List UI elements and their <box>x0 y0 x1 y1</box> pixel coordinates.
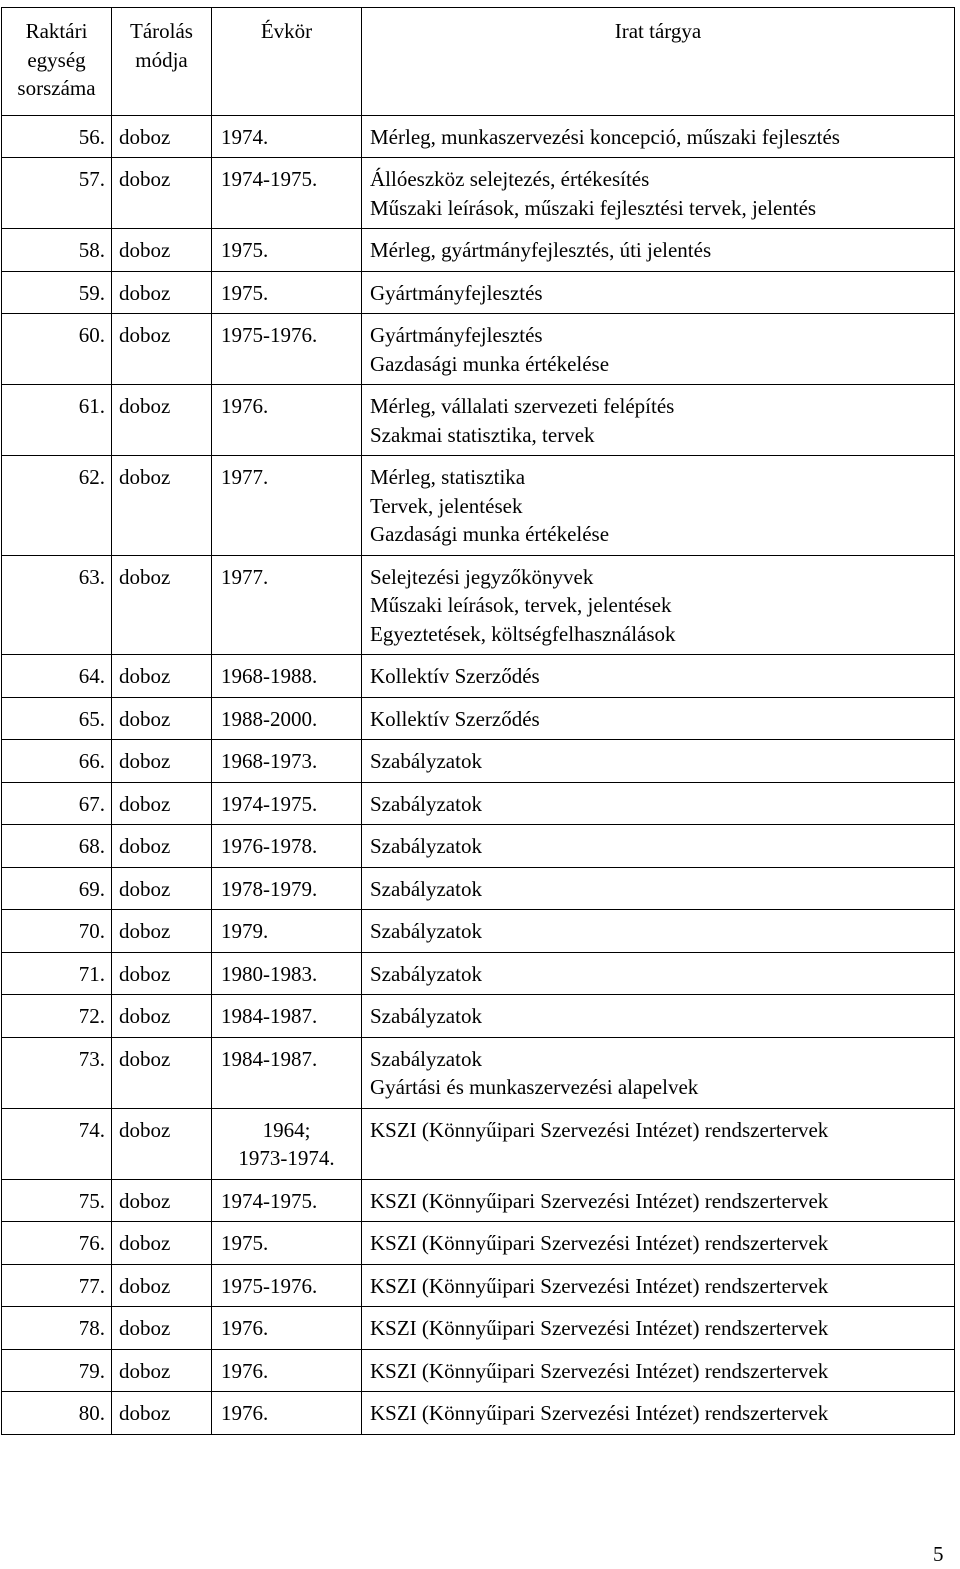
unit-number-cell: 69. <box>2 867 112 910</box>
table-row <box>2 1264 955 1307</box>
header-year-range <box>212 8 362 116</box>
subject-cell <box>362 740 955 783</box>
year-range-cell <box>212 229 362 272</box>
header-unit-number <box>2 8 112 116</box>
subject-line: Szabályzatok <box>370 1004 482 1028</box>
storage-mode-cell: doboz <box>112 456 212 556</box>
subject-line: Szabályzatok <box>370 961 482 986</box>
subject-line: KSZI (Könnyűipari Szervezési Intézet) rendszertervek <box>370 1117 829 1142</box>
table-row <box>2 271 955 314</box>
year-range-cell <box>212 158 362 229</box>
year-range-cell <box>212 1179 362 1222</box>
table-row <box>2 655 955 698</box>
unit-number-cell: 73. <box>2 1037 112 1108</box>
subject-line: Szakmai statisztika, tervek <box>370 422 595 447</box>
storage-mode-cell: doboz <box>112 1179 212 1222</box>
subject-line: Szabályzatok <box>370 834 482 858</box>
storage-mode-cell: doboz <box>112 555 212 655</box>
storage-mode-cell: doboz <box>112 1307 212 1350</box>
year-range-cell <box>212 555 362 655</box>
subject-line: Egyeztetések, költségfelhasználások <box>370 621 676 646</box>
table-row <box>2 740 955 783</box>
subject-cell <box>362 1108 955 1179</box>
archive-inventory-table <box>1 7 955 1435</box>
table-row <box>2 867 955 910</box>
storage-mode-cell: doboz <box>112 115 212 158</box>
subject-cell <box>362 655 955 698</box>
storage-mode-cell: doboz <box>112 825 212 868</box>
year-range-cell <box>212 314 362 385</box>
subject-line: Gyártási és munkaszervezési alapelvek <box>370 1075 699 1099</box>
unit-number-cell: 62. <box>2 456 112 556</box>
header-row <box>2 8 955 116</box>
subject-line: Szabályzatok <box>370 919 482 943</box>
subject-line: KSZI (Könnyűipari Szervezési Intézet) rendszertervek <box>370 1401 829 1425</box>
unit-number-cell: 77. <box>2 1264 112 1307</box>
unit-number-cell: 76. <box>2 1222 112 1265</box>
table-row <box>2 1349 955 1392</box>
table-row <box>2 952 955 995</box>
year-line: 1984-1987. <box>221 1004 318 1028</box>
header-subject <box>362 8 955 116</box>
header-line: módja <box>135 47 188 72</box>
storage-mode-cell: doboz <box>112 1264 212 1307</box>
unit-number-cell: 75. <box>2 1179 112 1222</box>
unit-number-cell: 68. <box>2 825 112 868</box>
subject-line: Műszaki leírások, műszaki fejlesztési tervek, jelentés <box>370 195 817 220</box>
subject-line: Gyártmányfejlesztés <box>370 280 543 305</box>
subject-cell <box>362 385 955 456</box>
header-line: egység <box>27 47 86 72</box>
year-line: 1976-1978. <box>221 834 318 858</box>
unit-number-cell: 79. <box>2 1349 112 1392</box>
subject-line: Állóeszköz selejtezés, értékesítés <box>370 167 650 191</box>
year-range-cell <box>212 910 362 953</box>
storage-mode-cell: doboz <box>112 1392 212 1435</box>
storage-mode-cell: doboz <box>112 740 212 783</box>
subject-cell <box>362 314 955 385</box>
storage-mode-cell: doboz <box>112 314 212 385</box>
year-line: 1974-1975. <box>221 167 318 191</box>
year-range-cell <box>212 952 362 995</box>
year-range-cell <box>212 782 362 825</box>
subject-cell <box>362 158 955 229</box>
subject-cell <box>362 555 955 655</box>
subject-cell <box>362 867 955 910</box>
unit-number-cell: 59. <box>2 271 112 314</box>
subject-line: Szabályzatok <box>370 1046 482 1071</box>
unit-number-cell: 65. <box>2 697 112 740</box>
subject-cell <box>362 825 955 868</box>
subject-line: Mérleg, gyártmányfejlesztés, úti jelentés <box>370 238 712 262</box>
storage-mode-cell: doboz <box>112 1108 212 1179</box>
storage-mode-cell: doboz <box>112 995 212 1038</box>
subject-cell <box>362 115 955 158</box>
unit-number-cell: 74. <box>2 1108 112 1179</box>
subject-cell <box>362 910 955 953</box>
header-line: Évkör <box>260 19 313 43</box>
storage-mode-cell: doboz <box>112 158 212 229</box>
year-line: 1977. <box>221 465 269 489</box>
table-row <box>2 385 955 456</box>
year-line: 1968-1988. <box>221 664 318 688</box>
subject-line: Kollektív Szerződés <box>370 706 540 731</box>
subject-cell <box>362 1264 955 1307</box>
unit-number-cell: 64. <box>2 655 112 698</box>
year-range-cell <box>212 655 362 698</box>
table-row <box>2 910 955 953</box>
table-row <box>2 555 955 655</box>
subject-line: Szabályzatok <box>370 791 482 816</box>
header-line: sorszáma <box>17 76 96 100</box>
year-line: 1974. <box>221 124 269 149</box>
subject-line: Mérleg, munkaszervezési koncepció, műszaki fejlesztés <box>370 124 840 149</box>
table-row <box>2 1307 955 1350</box>
year-range-cell <box>212 271 362 314</box>
year-range-cell <box>212 456 362 556</box>
year-line: 1975. <box>221 1231 269 1255</box>
subject-line: KSZI (Könnyűipari Szervezési Intézet) rendszertervek <box>370 1273 829 1298</box>
subject-cell <box>362 1179 955 1222</box>
year-range-cell <box>212 115 362 158</box>
storage-mode-cell: doboz <box>112 1037 212 1108</box>
year-range-cell <box>212 1222 362 1265</box>
year-range-cell <box>212 740 362 783</box>
unit-number-cell: 78. <box>2 1307 112 1350</box>
header-line: Raktári <box>25 19 88 43</box>
page-number: 5 <box>933 1542 944 1566</box>
unit-number-cell: 67. <box>2 782 112 825</box>
storage-mode-cell: doboz <box>112 952 212 995</box>
subject-line: KSZI (Könnyűipari Szervezési Intézet) rendszertervek <box>370 1358 829 1383</box>
year-range-cell <box>212 1307 362 1350</box>
storage-mode-cell: doboz <box>112 782 212 825</box>
table-row <box>2 1222 955 1265</box>
subject-cell <box>362 271 955 314</box>
table-body <box>2 115 955 1434</box>
year-line: 1968-1973. <box>221 749 318 773</box>
subject-line: Mérleg, statisztika <box>370 465 526 489</box>
table-row <box>2 1037 955 1108</box>
year-line: 1976. <box>221 1401 269 1425</box>
subject-cell <box>362 697 955 740</box>
subject-cell <box>362 995 955 1038</box>
year-line: 1979. <box>221 919 269 943</box>
subject-line: Gazdasági munka értékelése <box>370 351 610 376</box>
table-row <box>2 229 955 272</box>
year-range-cell <box>212 995 362 1038</box>
unit-number-cell: 72. <box>2 995 112 1038</box>
year-line: 1976. <box>221 1316 269 1340</box>
subject-cell <box>362 1037 955 1108</box>
unit-number-cell: 70. <box>2 910 112 953</box>
year-line: 1978-1979. <box>221 876 318 901</box>
storage-mode-cell: doboz <box>112 867 212 910</box>
table-row <box>2 456 955 556</box>
subject-line: Műszaki leírások, tervek, jelentések <box>370 593 672 617</box>
year-line: 1973-1974. <box>238 1146 335 1170</box>
year-line: 1964; <box>262 1117 311 1142</box>
subject-line: Kollektív Szerződés <box>370 664 540 688</box>
year-line: 1976. <box>221 1358 269 1383</box>
year-range-cell <box>212 1392 362 1435</box>
subject-line: Gazdasági munka értékelése <box>370 522 610 546</box>
subject-line: KSZI (Könnyűipari Szervezési Intézet) rendszertervek <box>370 1188 829 1213</box>
subject-line: Tervek, jelentések <box>370 493 523 518</box>
header-line: Tárolás <box>130 19 193 43</box>
header-storage-mode <box>112 8 212 116</box>
subject-line: Mérleg, vállalati szervezeti felépítés <box>370 394 675 418</box>
subject-cell <box>362 1222 955 1265</box>
subject-cell <box>362 1307 955 1350</box>
storage-mode-cell: doboz <box>112 910 212 953</box>
table-row <box>2 115 955 158</box>
storage-mode-cell: doboz <box>112 1349 212 1392</box>
storage-mode-cell: doboz <box>112 697 212 740</box>
table-header <box>2 8 955 116</box>
year-line: 1977. <box>221 564 269 589</box>
year-line: 1975-1976. <box>221 323 318 347</box>
year-line: 1975. <box>221 238 269 262</box>
subject-line: KSZI (Könnyűipari Szervezési Intézet) rendszertervek <box>370 1231 829 1255</box>
unit-number-cell: 80. <box>2 1392 112 1435</box>
unit-number-cell: 57. <box>2 158 112 229</box>
storage-mode-cell: doboz <box>112 655 212 698</box>
table-row <box>2 697 955 740</box>
subject-cell <box>362 229 955 272</box>
year-range-cell <box>212 1037 362 1108</box>
year-range-cell <box>212 385 362 456</box>
subject-cell <box>362 952 955 995</box>
year-range-cell <box>212 1264 362 1307</box>
year-line: 1976. <box>221 394 269 418</box>
subject-line: KSZI (Könnyűipari Szervezési Intézet) rendszertervek <box>370 1316 829 1340</box>
year-range-cell <box>212 697 362 740</box>
subject-line: Szabályzatok <box>370 749 482 773</box>
subject-cell <box>362 1349 955 1392</box>
storage-mode-cell: doboz <box>112 271 212 314</box>
year-line: 1974-1975. <box>221 791 318 816</box>
year-line: 1975. <box>221 280 269 305</box>
subject-line: Gyártmányfejlesztés <box>370 323 543 347</box>
table-row <box>2 314 955 385</box>
header-line: Irat tárgya <box>614 19 702 43</box>
unit-number-cell: 58. <box>2 229 112 272</box>
subject-cell <box>362 456 955 556</box>
storage-mode-cell: doboz <box>112 1222 212 1265</box>
unit-number-cell: 60. <box>2 314 112 385</box>
table-row <box>2 1108 955 1179</box>
table-row <box>2 158 955 229</box>
year-range-cell <box>212 867 362 910</box>
table-row <box>2 825 955 868</box>
unit-number-cell: 71. <box>2 952 112 995</box>
storage-mode-cell: doboz <box>112 385 212 456</box>
table-row <box>2 995 955 1038</box>
year-range-cell <box>212 825 362 868</box>
year-line: 1980-1983. <box>221 961 318 986</box>
unit-number-cell: 56. <box>2 115 112 158</box>
storage-mode-cell: doboz <box>112 229 212 272</box>
year-line: 1984-1987. <box>221 1046 318 1071</box>
table-row <box>2 782 955 825</box>
subject-line: Selejtezési jegyzőkönyvek <box>370 564 594 589</box>
year-line: 1974-1975. <box>221 1188 318 1213</box>
table-row <box>2 1179 955 1222</box>
unit-number-cell: 66. <box>2 740 112 783</box>
year-line: 1988-2000. <box>221 706 318 731</box>
subject-cell <box>362 782 955 825</box>
year-line: 1975-1976. <box>221 1273 318 1298</box>
table-row <box>2 1392 955 1435</box>
year-range-cell <box>212 1108 362 1179</box>
subject-line: Szabályzatok <box>370 876 482 901</box>
unit-number-cell: 61. <box>2 385 112 456</box>
subject-cell <box>362 1392 955 1435</box>
year-range-cell <box>212 1349 362 1392</box>
unit-number-cell: 63. <box>2 555 112 655</box>
